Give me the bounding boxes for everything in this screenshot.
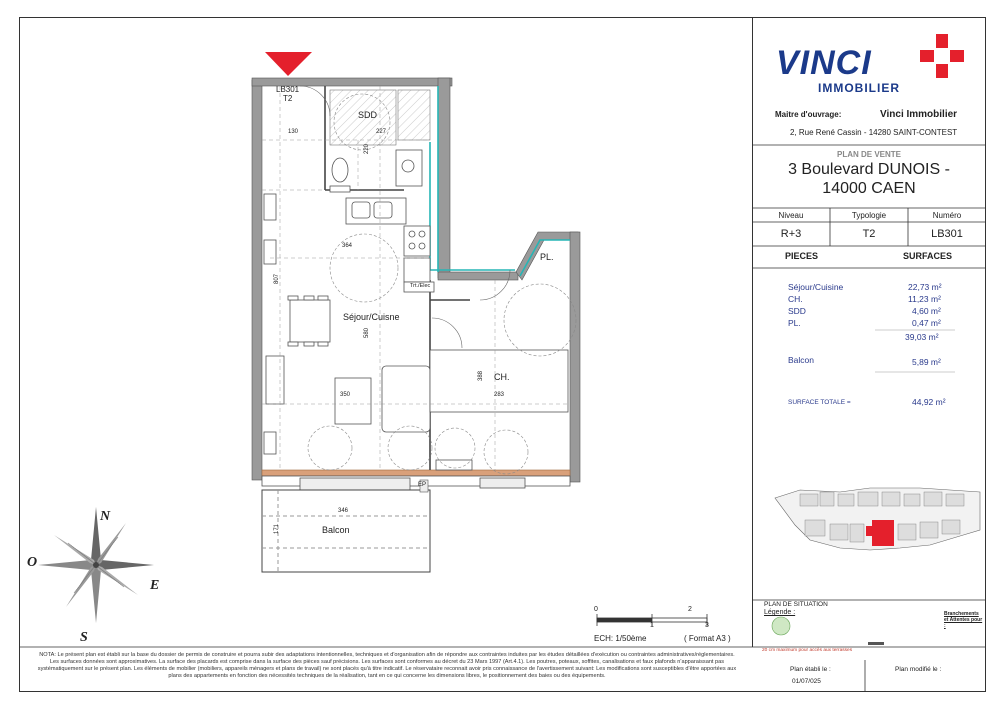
dim-171: 171 (274, 523, 281, 535)
scale-tick-2: 2 (688, 606, 692, 613)
owner-address: 2, Rue René Cassin - 14280 SAINT-CONTEST (790, 128, 958, 137)
established-date: 01/07/025 (792, 678, 821, 685)
dim-346: 346 (338, 508, 349, 514)
room-area-ch: 11,23 m² (908, 294, 941, 304)
dim-580: 580 (364, 327, 371, 339)
owner-name: Vinci Immobilier (880, 109, 958, 120)
room-name-pl: PL. (788, 318, 801, 328)
scale-tick-1: 1 (650, 622, 654, 629)
scale-echelle: ECH: 1/50ème (594, 634, 647, 643)
room-area-sejour: 22,73 m² (908, 282, 942, 292)
owner-label: Maitre d'ouvrage: (775, 110, 842, 119)
established-label: Plan établi le : (790, 666, 831, 673)
total-area: 44,92 m² (912, 397, 946, 407)
legend-label: Légende : (764, 609, 796, 616)
room-label-pl: PL. (540, 252, 554, 262)
room-area-pl: 0,47 m² (912, 318, 941, 328)
plan-lot-type: T2 (283, 94, 293, 103)
lot-header-typologie: Typologie (851, 211, 887, 220)
dim-350: 350 (340, 392, 351, 398)
legend-right-label: Branchements et Attentes pour : (944, 611, 983, 629)
plan-lot-code: LB301 (276, 85, 300, 94)
dim-130: 130 (288, 129, 299, 135)
surfaces-header-rooms: PIECES (785, 251, 819, 261)
dim-807: 807 (274, 273, 281, 285)
dim-364: 364 (342, 243, 353, 249)
lot-value-niveau: R+3 (780, 228, 802, 240)
balcony-area: 5,89 m² (912, 357, 941, 367)
surfaces-subtotal: 39,03 m² (905, 332, 939, 342)
sale-heading: PLAN DE VENTE (836, 150, 901, 159)
brand-subname: IMMOBILIER (818, 81, 900, 95)
modified-label: Plan modifié le : (895, 666, 942, 673)
sale-line2: 14000 CAEN (822, 180, 916, 197)
lot-header-niveau: Niveau (778, 211, 804, 220)
scale-tick-0: 0 (594, 606, 598, 613)
vinci-logo (776, 36, 976, 116)
room-label-ch: CH. (494, 372, 510, 382)
room-label-sdd: SDD (358, 110, 378, 120)
dim-227: 227 (376, 129, 387, 135)
legend-note: 20 cm maximum pour accès aux terrasses (762, 648, 853, 653)
situation-map (775, 488, 980, 550)
room-name-sejour: Séjour/Cuisine (788, 282, 844, 292)
compass-rose-icon (38, 507, 154, 623)
room-name-ch: CH. (788, 294, 803, 304)
balcony-name: Balcon (788, 355, 814, 365)
compass-s: S (80, 630, 88, 645)
surfaces-header-surfaces: SURFACES (903, 251, 953, 261)
room-name-sdd: SDD (788, 306, 806, 316)
tt-elec-label: Trt./Elec (410, 283, 431, 289)
compass-n: N (100, 509, 111, 524)
dim-220: 220 (364, 143, 371, 155)
dim-283: 283 (494, 392, 505, 398)
compass-e: E (150, 578, 160, 593)
footer-note: NOTA: Le présent plan est établi sur la base du dossier de permis de construire et pourra subir des adaptations intentionnelles, techniques et d'organisation afin de répondre aux contraintes induites par les études détaillées d'exécution ou contraintes administratives/réglementaires. Les surfaces données sont approximatives. La surface des placards est comprise dans la surface des pièces sauf précisions. Les surfaces sont conformes au décret du 23 Mars 1997 (Art.4.1). Les poutres, poteaux, soffites, canalisations et faux plafonds n'apparaissant pas systématiquement sur le présent plan. Les éléments de mobilier (mobiliers, appareils ménagers et plans de travail) ne sont placés qu'à titre indicatif. Le réservataire reconnait avoir pris connaissance de l'avertissement suivant: Les modifications sont susceptibles d'être apportées aux plans des appartements en fonction des nécessités techniques de la réalisation, tant en ce qui concerne les dimensions libres, le positionnement des baies ou des équipements. (37, 652, 737, 679)
compass-o: O (27, 555, 38, 570)
room-area-sdd: 4,60 m² (912, 306, 941, 316)
scale-tick-3: 3 (705, 622, 709, 629)
ep-label: EP (418, 482, 427, 488)
situation-label: PLAN DE SITUATION (764, 601, 828, 608)
lot-value-typologie: T2 (862, 228, 876, 240)
lot-header-numero: Numéro (932, 211, 962, 220)
sale-line1: 3 Boulevard DUNOIS - (788, 161, 950, 178)
lot-value-numero: LB301 (931, 228, 963, 240)
room-label-sejour: Séjour/Cuisne (343, 312, 400, 322)
room-label-balcon: Balcon (322, 525, 350, 535)
dim-388: 388 (478, 370, 485, 382)
total-label: SURFACE TOTALE = (788, 399, 851, 406)
scale-format: ( Format A3 ) (684, 634, 731, 643)
brand-name: VINCI (776, 44, 872, 82)
entrance-marker-icon (265, 52, 312, 76)
legend-green-icon (772, 617, 790, 635)
